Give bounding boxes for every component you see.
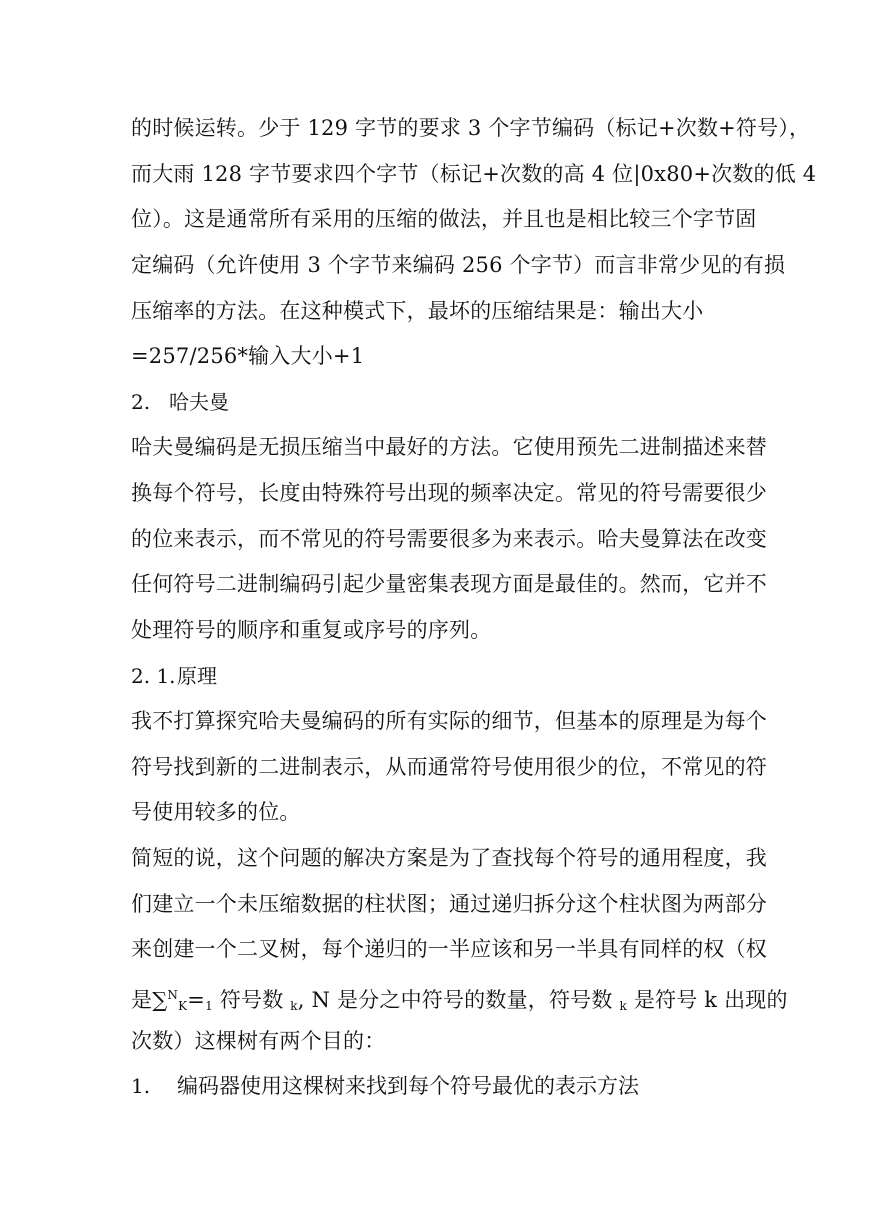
section-2-1-heading bbox=[131, 662, 217, 690]
para1-line3: 位）。这是通常所有采用的压缩的做法，并且也是相比较三个字节固 bbox=[131, 207, 757, 231]
para2-line5: 处理符号的顺序和重复或序号的序列。 bbox=[131, 618, 492, 642]
para3-line1: 我不打算探究哈夫曼编码的所有实际的细节，但基本的原理是为每个 bbox=[131, 709, 767, 733]
formula-mid: 符号数 bbox=[212, 988, 291, 1012]
formula-sub-1: 1 bbox=[205, 999, 213, 1013]
list-item-1 bbox=[131, 1072, 639, 1100]
formula-sub-k2: k bbox=[290, 999, 298, 1013]
list-item-1-text: 编码器使用这棵树来找到每个符号最优的表示方法 bbox=[177, 1074, 639, 1098]
para4-line2: 们建立一个未压缩数据的柱状图；通过递归拆分这个柱状图为两部分 bbox=[131, 892, 767, 916]
para4-line1: 简短的说，这个问题的解决方案是为了查找每个符号的通用程度，我 bbox=[131, 846, 767, 870]
para2-line2: 换每个符号，长度由特殊符号出现的频率决定。常见的符号需要很少 bbox=[131, 481, 767, 505]
formula-line bbox=[131, 981, 788, 1020]
para3-line3: 号使用较多的位。 bbox=[131, 800, 301, 824]
para1-line4: 定编码（允许使用 3 个字节来编码 256 个字节）而言非常少见的有损 bbox=[131, 253, 786, 277]
para1-line6: =257/256*输入大小+1 bbox=[131, 344, 365, 368]
para4-line3: 来创建一个二叉树，每个递归的一半应该和另一半具有同样的权（权 bbox=[131, 937, 767, 961]
section-2-heading bbox=[131, 388, 229, 416]
section-2-number: 2. bbox=[131, 390, 151, 414]
formula-rest: , N 是分之中符号的数量，符号数 bbox=[297, 988, 620, 1012]
section-2-title: 哈夫曼 bbox=[169, 390, 229, 414]
para2-line4: 任何符号二进制编码引起少量密集表现方面是最佳的。然而，它并不 bbox=[131, 572, 767, 596]
section-2-1-title: 原理 bbox=[177, 664, 217, 688]
section-2-1-number: 2. 1. bbox=[131, 664, 176, 688]
para4-end: 次数）这棵树有两个目的： bbox=[131, 1029, 386, 1053]
list-item-1-number: 1. bbox=[131, 1074, 151, 1098]
para1-line5: 压缩率的方法。在这种模式下，最坏的压缩结果是：输出大小 bbox=[131, 299, 704, 323]
para1-line2: 而大雨 128 字节要求四个字节（标记+次数的高 4 位|0x80+次数的低 4 bbox=[131, 162, 817, 186]
formula-prefix: 是∑ bbox=[131, 988, 168, 1012]
para2-line1: 哈夫曼编码是无损压缩当中最好的方法。它使用预先二进制描述来替 bbox=[131, 435, 767, 459]
formula-sup-n: N bbox=[167, 988, 179, 1002]
formula-tail: 是符号 k 出现的 bbox=[626, 988, 788, 1012]
para1-line1: 的时候运转。少于 129 字节的要求 3 个字节编码（标记+次数+符号）， bbox=[131, 116, 811, 140]
formula-sub-k: K bbox=[178, 999, 188, 1013]
formula-eq: = bbox=[187, 988, 206, 1012]
formula-sub-k3: k bbox=[619, 999, 627, 1013]
para2-line3: 的位来表示，而不常见的符号需要很多为来表示。哈夫曼算法在改变 bbox=[131, 527, 767, 551]
para3-line2: 符号找到新的二进制表示，从而通常符号使用很少的位，不常见的符 bbox=[131, 755, 767, 779]
